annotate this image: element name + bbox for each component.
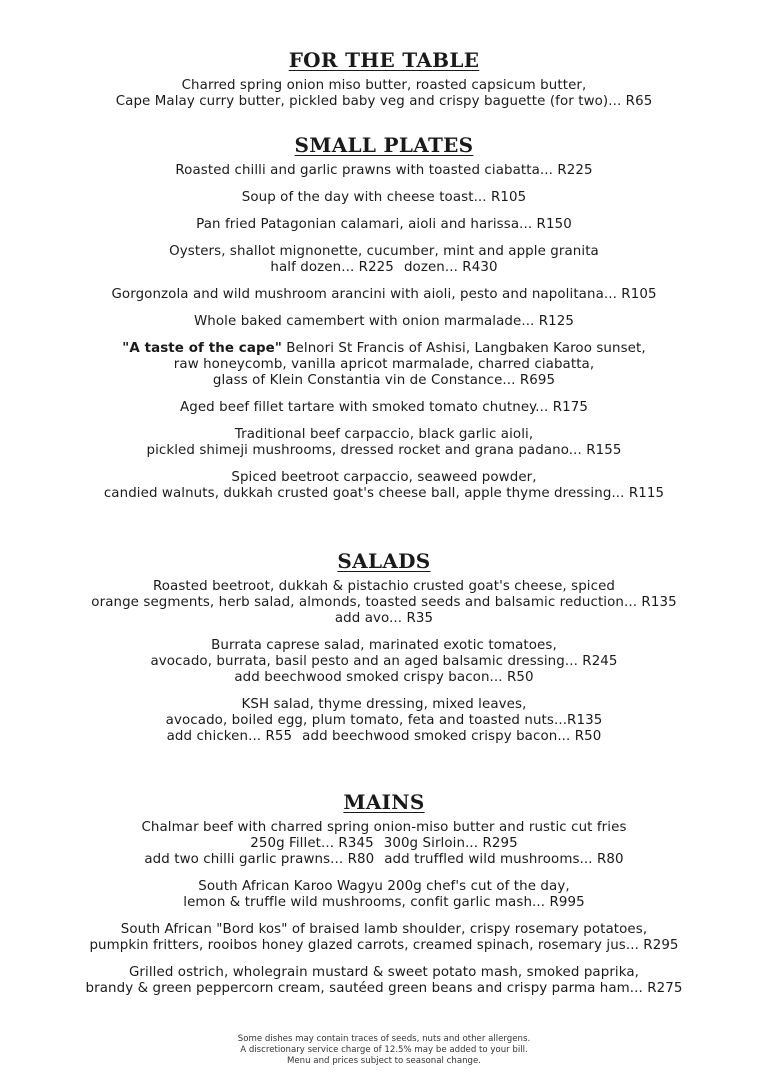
item-line: Roasted beetroot, dukkah & pistachio crusted goat's cheese, spiced — [152, 579, 616, 594]
item-line — [0, 729, 768, 745]
menu-item — [0, 78, 768, 110]
item-line: Pan fried Patagonian calamari, aioli and harissa... R150 — [196, 217, 572, 232]
item-line: add beechwood smoked crispy bacon... R50 — [234, 670, 534, 685]
add-on: add chicken... R55 — [166, 729, 293, 744]
item-line — [0, 852, 768, 868]
item-line: Burrata caprese salad, marinated exotic tomatoes, — [211, 638, 557, 653]
menu-item — [0, 470, 768, 502]
allergen-footer — [0, 1034, 768, 1067]
price-option: half dozen... R225 — [270, 260, 394, 275]
menu-item — [0, 820, 768, 868]
add-on: add truffled wild mushrooms... R80 — [384, 852, 624, 867]
item-line: Traditional beef carpaccio, black garlic aioli, — [234, 427, 534, 442]
item-line: avocado, burrata, basil pesto and an aged balsamic dressing... R245 — [150, 654, 618, 669]
price-option: dozen... R430 — [403, 260, 498, 275]
item-line: Aged beef fillet tartare with smoked tomato chutney... R175 — [179, 400, 588, 415]
item-line: Cape Malay curry butter, pickled baby veg and crispy baguette (for two)... R65 — [115, 94, 653, 109]
section-small-plates — [0, 133, 768, 502]
section-mains — [0, 790, 768, 997]
item-line — [0, 260, 768, 276]
section-for-the-table — [0, 48, 768, 110]
item-line: South African "Bord kos" of braised lamb shoulder, crispy rosemary potatoes, — [120, 922, 648, 937]
item-line: Chalmar beef with charred spring onion-miso butter and rustic cut fries — [141, 820, 627, 835]
add-on: add beechwood smoked crispy bacon... R50 — [302, 729, 602, 744]
section-heading: MAINS — [343, 790, 425, 814]
menu-item — [0, 965, 768, 997]
item-line: pumpkin fritters, rooibos honey glazed carrots, creamed spinach, rosemary jus... R295 — [89, 938, 679, 953]
menu-item — [0, 427, 768, 459]
footer-line: Some dishes may contain traces of seeds, nuts and other allergens. — [237, 1034, 531, 1044]
item-line: avocado, boiled egg, plum tomato, feta and toasted nuts...R135 — [165, 713, 603, 728]
item-line: Soup of the day with cheese toast... R105 — [241, 190, 527, 205]
menu-item — [0, 163, 768, 179]
section-heading: SMALL PLATES — [294, 133, 474, 157]
item-name: "A taste of the cape" — [122, 341, 282, 356]
item-line: Charred spring onion miso butter, roasted capsicum butter, — [181, 78, 587, 93]
item-line: Spiced beetroot carpaccio, seaweed powder, — [231, 470, 537, 485]
item-line: KSH salad, thyme dressing, mixed leaves, — [241, 697, 527, 712]
section-salads — [0, 549, 768, 745]
item-line: candied walnuts, dukkah crusted goat's cheese ball, apple thyme dressing... R115 — [103, 486, 665, 501]
item-text: Belnori St Francis of Ashisi, Langbaken Karoo sunset, — [281, 341, 646, 356]
menu-item — [0, 244, 768, 276]
item-line: add avo... R35 — [334, 611, 434, 626]
menu-item — [0, 190, 768, 206]
item-line: South African Karoo Wagyu 200g chef's cut of the day, — [198, 879, 570, 894]
menu-item — [0, 341, 768, 389]
item-line: brandy & green peppercorn cream, sautéed green beans and crispy parma ham... R275 — [85, 981, 683, 996]
menu-item — [0, 579, 768, 627]
item-line: Gorgonzola and wild mushroom arancini with aioli, pesto and napolitana... R105 — [111, 287, 657, 302]
item-line: lemon & truffle wild mushrooms, confit garlic mash... R995 — [183, 895, 585, 910]
item-line: glass of Klein Constantia vin de Constance... R695 — [212, 373, 556, 388]
menu-item — [0, 287, 768, 303]
item-line: pickled shimeji mushrooms, dressed rocket and grana padano... R155 — [146, 443, 622, 458]
item-line — [0, 836, 768, 852]
item-line: Grilled ostrich, wholegrain mustard & sweet potato mash, smoked paprika, — [128, 965, 640, 980]
price-option: 250g Fillet... R345 — [250, 836, 374, 851]
menu-item — [0, 697, 768, 745]
item-line: orange segments, herb salad, almonds, toasted seeds and balsamic reduction... R135 — [91, 595, 677, 610]
footer-line: A discretionary service charge of 12.5% may be added to your bill. — [240, 1045, 528, 1055]
menu-item — [0, 922, 768, 954]
menu-item — [0, 879, 768, 911]
price-option: 300g Sirloin... R295 — [383, 836, 518, 851]
item-line: raw honeycomb, vanilla apricot marmalade, charred ciabatta, — [173, 357, 595, 372]
menu-item — [0, 314, 768, 330]
menu-item — [0, 638, 768, 686]
section-heading: SALADS — [337, 549, 431, 573]
item-line — [0, 341, 768, 357]
item-line: Oysters, shallot mignonette, cucumber, mint and apple granita — [169, 244, 599, 259]
footer-line: Menu and prices subject to seasonal change. — [286, 1056, 482, 1066]
section-heading: FOR THE TABLE — [288, 48, 480, 72]
item-line: Whole baked camembert with onion marmalade... R125 — [193, 314, 575, 329]
add-on: add two chilli garlic prawns... R80 — [144, 852, 375, 867]
item-line: Roasted chilli and garlic prawns with toasted ciabatta... R225 — [175, 163, 593, 178]
menu-item — [0, 217, 768, 233]
menu-item — [0, 400, 768, 416]
